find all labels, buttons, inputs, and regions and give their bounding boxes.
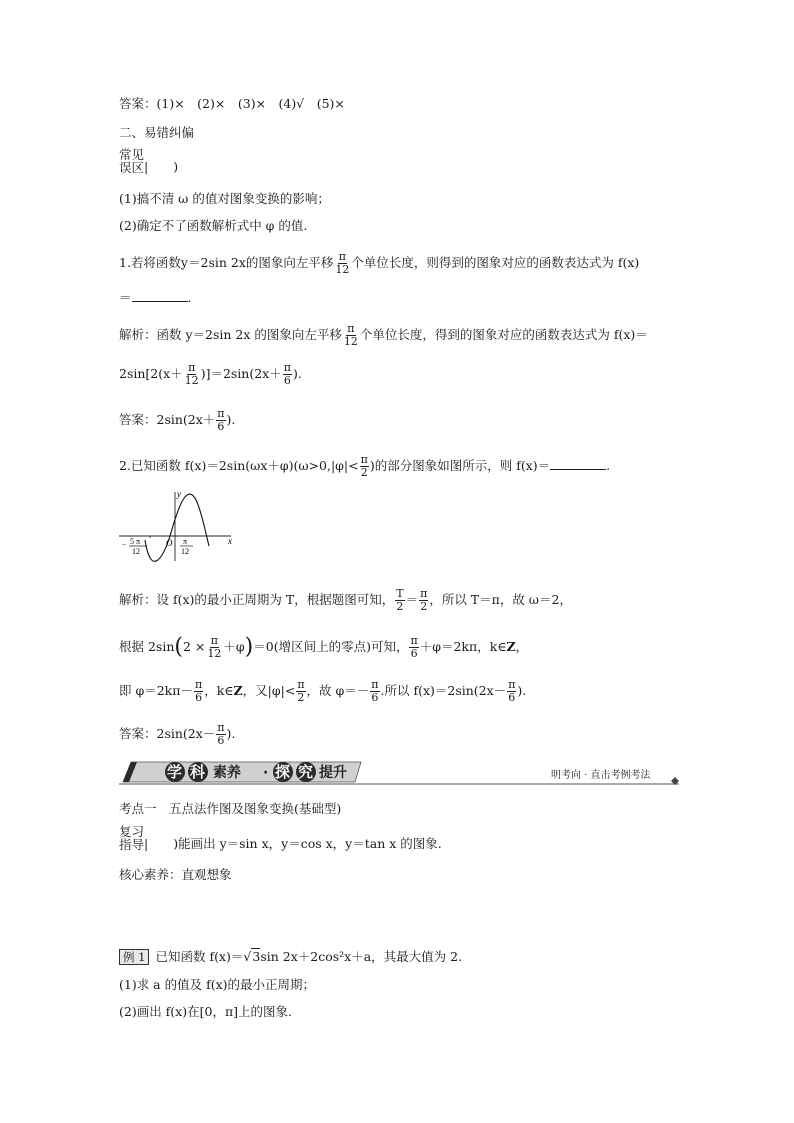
banner-char-1: 学 — [167, 763, 183, 781]
graph-y-label: y — [177, 489, 181, 499]
answer-q1 — [119, 408, 235, 433]
ans1-frac-num: π — [217, 407, 225, 420]
review-guidance — [119, 825, 442, 851]
q2-c: . — [606, 458, 611, 473]
sol1-b: 个单位长度，得到的图象对应的函数表达式为 f(x)＝ — [359, 327, 648, 342]
sol2-l3d: ，故 φ＝－ — [306, 683, 370, 698]
example-1: 例 1 已知函数 f(x)＝√3sin 2x＋2cos²x＋a，其最大值为 2. — [119, 948, 462, 966]
ans1-a: 答案：2sin(2x＋ — [119, 412, 216, 427]
sol2-frac-c-den: 6 — [371, 691, 379, 704]
sol2-frac-a-num: π — [194, 678, 203, 691]
sol2-l1b: ＝ — [405, 592, 419, 607]
q2-frac — [360, 454, 369, 479]
q1-frac-den: 12 — [335, 263, 350, 276]
sol1-frac2-den: 12 — [184, 374, 199, 387]
sol2-frac-pi6-den: 6 — [410, 647, 418, 660]
example-1-part1: (1)求 a 的值及 f(x)的最小正周期； — [119, 977, 316, 992]
q1-frac-num: π — [338, 250, 346, 263]
key-point-1-title: 考点一 五点法作图及图象变换(基础型) — [119, 801, 342, 816]
graph-curve — [145, 494, 209, 561]
sol2-frac-b-num: π — [297, 678, 305, 691]
graph-right-tick-den: 12 — [181, 547, 189, 556]
sol2-l2d: ＝0(增区间上的零点)可知， — [253, 639, 409, 654]
sol2-frac-d-num: π — [508, 678, 516, 691]
q1-text-b: 个单位长度，则得到的图象对应的函数表达式为 f(x) — [351, 255, 640, 270]
example-1-label: 例 1 — [119, 949, 149, 965]
sol2-frac-d-den: 6 — [508, 691, 516, 704]
sol2-frac-a-den: 6 — [195, 691, 203, 704]
sol1-frac1-den: 12 — [343, 335, 358, 348]
banner-dot: · — [263, 765, 269, 781]
sol2-frac-c-num: π — [371, 678, 379, 691]
sol2-l2f: ， — [515, 639, 529, 654]
sol2-frac-pi2-den: 2 — [420, 600, 428, 613]
graph-left-tick-den: 12 — [132, 547, 140, 556]
sol1-c: 2sin[2(x＋ — [119, 366, 183, 381]
sol2-frac-pi2 — [419, 588, 428, 613]
sol2-l3e: .所以 f(x)＝2sin(2x－ — [380, 683, 507, 698]
sol1-e: ). — [292, 366, 302, 381]
sol2-frac-a — [194, 679, 203, 704]
solution-2-line1 — [119, 588, 572, 613]
sol2-l2c: ＋φ — [223, 639, 245, 654]
sol2-l1c: ，所以 T＝π，故 ω＝2， — [429, 592, 572, 607]
sol2-frac-pi2-num: π — [420, 587, 428, 600]
answer-line-1: 答案：(1)× (2)× (3)× (4)√ (5)× — [119, 96, 345, 111]
banner-char-5: 究 — [298, 763, 314, 781]
sol2-l2a: 根据 2sin — [119, 639, 175, 654]
review-line1: 复习 — [119, 824, 145, 839]
ans2-frac-den: 6 — [217, 734, 225, 747]
sol2-frac-pi6 — [409, 635, 418, 660]
banner-char-2: 科 — [190, 763, 206, 781]
q2-blank — [550, 457, 606, 470]
core-literacy: 核心素养：直观想象 — [119, 867, 232, 882]
question-1-cont — [119, 289, 192, 307]
q1-text-c: ＝ — [119, 290, 132, 305]
q1-blank — [132, 289, 188, 302]
sol2-l2e: ＋φ＝2kπ，k∈ — [419, 639, 507, 654]
sol2-l3c: ，又|φ|< — [242, 683, 296, 698]
sol1-a: 解析：函数 y＝2sin 2x 的图象向左平移 — [119, 327, 342, 342]
q2-frac-den: 2 — [360, 466, 368, 479]
ans2-a: 答案：2sin(2x－ — [119, 726, 216, 741]
ans2-frac-num: π — [217, 721, 225, 734]
sol2-frac-d — [507, 679, 516, 704]
solution-2-line2 — [119, 635, 528, 660]
common-errors-line1: 常见 — [119, 147, 145, 162]
question-2 — [119, 454, 610, 479]
sol2-z1: Z — [506, 639, 516, 654]
ans2-frac — [216, 722, 225, 747]
example-1-part2: (2)画出 f(x)在[0，π]上的图象. — [119, 1004, 293, 1019]
sol2-paren-close: ) — [244, 634, 254, 660]
common-errors-tag — [119, 148, 178, 174]
q2-b: )的部分图象如图所示，则 f(x)＝ — [369, 458, 551, 473]
sol1-d: )]＝2sin(2x＋ — [200, 366, 282, 381]
sol2-paren-open: ( — [174, 634, 183, 660]
review-text: 能画出 y＝sin x，y＝cos x，y＝tan x 的图象. — [178, 836, 442, 851]
graph-left-tick-sign: − — [122, 540, 127, 549]
sol2-l3f: ). — [517, 683, 527, 698]
graph-right-tick-num: π — [183, 537, 188, 546]
ans1-frac — [216, 408, 225, 433]
sol2-l3a: 即 φ＝2kπ－ — [119, 683, 193, 698]
common-errors-bracket: | ) — [144, 159, 179, 174]
sol2-frac-b — [296, 679, 305, 704]
answer-q2 — [119, 722, 235, 747]
banner-right-text: 明考向 · 直击考例考法 — [551, 770, 651, 781]
ex1-b: sin 2x＋2cos²x＋a，其最大值为 2. — [260, 949, 463, 964]
sol2-frac-pi6-num: π — [410, 634, 418, 647]
sol2-frac-pi12 — [206, 635, 222, 660]
sol1-frac1 — [343, 323, 359, 348]
sol2-frac-t-den: 2 — [396, 600, 404, 613]
review-line2: 指导 — [119, 837, 145, 852]
banner-char-4: 探 — [275, 763, 291, 781]
graph-x-label: x — [228, 536, 232, 546]
q2-a: 2.已知函数 f(x)＝2sin(ωx＋φ)(ω>0,|φ|< — [119, 458, 359, 473]
section-title-2: 二、易错纠偏 — [119, 125, 195, 140]
banner-char-3: 素养 — [213, 765, 241, 781]
sol2-frac-t-num: T — [396, 587, 404, 600]
sol2-l1a: 解析：设 f(x)的最小正周期为 T，根据题图可知， — [119, 592, 395, 607]
sol2-frac-pi12-num: π — [210, 634, 218, 647]
sol1-frac1-num: π — [347, 322, 355, 335]
sol1-frac2 — [184, 362, 200, 387]
solution-1-line1 — [119, 323, 648, 348]
section-banner — [119, 760, 679, 786]
ex1-a: 已知函数 f(x)＝ — [155, 949, 244, 964]
q1-text-d: . — [187, 290, 192, 305]
sol2-frac-b-den: 2 — [297, 691, 305, 704]
ans1-frac-den: 6 — [217, 420, 225, 433]
sol2-frac-t — [395, 588, 404, 613]
sol1-frac2-num: π — [188, 361, 196, 374]
banner-char-6: 提升 — [319, 765, 347, 781]
ex1-sqrt3: 3 — [252, 949, 261, 964]
sol1-frac3-den: 6 — [283, 374, 291, 387]
sol1-frac3 — [283, 362, 292, 387]
graph-left-tick-num: 5 π — [130, 537, 141, 546]
sol2-l3b: ，k∈ — [204, 683, 234, 698]
ans1-b: ). — [226, 412, 236, 427]
sol2-l2b: 2 × — [182, 639, 206, 654]
error-item-2: (2)确定不了函数解析式中 φ 的值. — [119, 218, 308, 233]
sol1-frac3-num: π — [283, 361, 291, 374]
common-errors-line2: 误区 — [119, 160, 145, 175]
solution-2-line3 — [119, 679, 526, 704]
graph-origin-label: O — [166, 538, 173, 548]
q1-text-a: 1.若将函数y＝2sin 2x的图象向左平移 — [119, 255, 334, 270]
sol2-frac-pi12-den: 12 — [207, 647, 222, 660]
review-bracket: | ) — [144, 836, 179, 851]
question-1 — [119, 251, 639, 276]
sol2-frac-c — [370, 679, 379, 704]
ans2-b: ). — [226, 726, 236, 741]
q1-fraction — [334, 251, 350, 276]
sol2-z2: Z — [233, 683, 243, 698]
sine-graph-figure — [117, 488, 242, 563]
error-item-1: (1)搞不清 ω 的值对图象变换的影响； — [119, 191, 330, 206]
q2-frac-num: π — [360, 453, 368, 466]
solution-1-line2 — [119, 362, 302, 387]
